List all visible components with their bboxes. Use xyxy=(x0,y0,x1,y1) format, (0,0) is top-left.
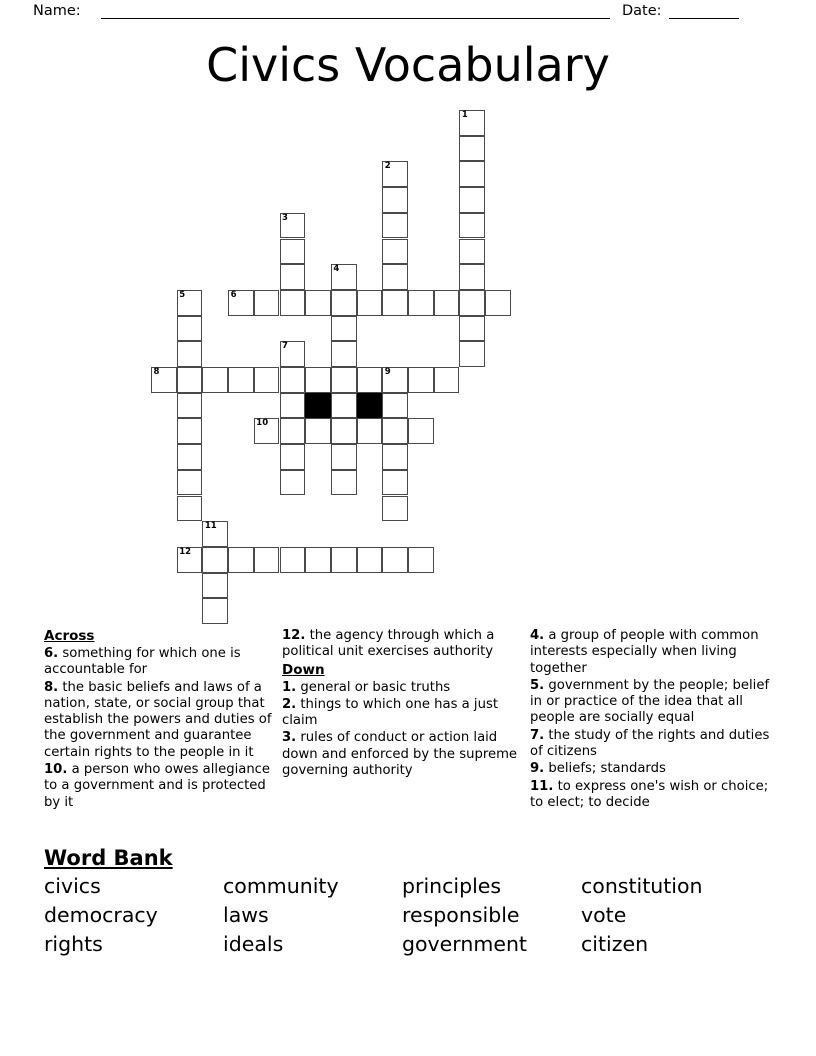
word-bank-word: responsible xyxy=(402,903,520,927)
grid-cell-number: 12 xyxy=(179,546,192,557)
grid-cell[interactable] xyxy=(280,290,306,316)
grid-cell[interactable] xyxy=(280,367,306,393)
clues-column-3 xyxy=(530,628,780,812)
clue-number: 4. xyxy=(530,628,545,643)
word-bank-word: community xyxy=(223,874,339,898)
clue-down-4 xyxy=(530,628,772,677)
grid-cell[interactable] xyxy=(382,213,408,239)
grid-cell[interactable] xyxy=(305,367,331,393)
grid-cell[interactable] xyxy=(357,367,383,393)
grid-cell[interactable] xyxy=(459,290,485,316)
clue-across-10 xyxy=(44,762,274,811)
page-title: Civics Vocabulary xyxy=(206,38,610,92)
grid-cell[interactable] xyxy=(177,367,203,393)
clue-number: 6. xyxy=(44,646,59,661)
grid-cell[interactable] xyxy=(382,418,408,444)
word-bank-word: vote xyxy=(581,903,627,927)
grid-cell-number: 7 xyxy=(282,341,288,352)
grid-cell[interactable] xyxy=(382,161,408,187)
word-bank-word: principles xyxy=(402,874,502,898)
grid-cell[interactable] xyxy=(382,367,408,393)
grid-cell[interactable] xyxy=(151,367,177,393)
grid-cell[interactable] xyxy=(331,290,357,316)
clue-number: 7. xyxy=(530,727,545,743)
grid-cell[interactable] xyxy=(382,264,408,290)
grid-cell[interactable] xyxy=(459,161,485,187)
grid-cell[interactable] xyxy=(228,290,254,316)
clue-down-7 xyxy=(530,728,772,761)
grid-cell[interactable] xyxy=(305,418,331,444)
clues-column-2 xyxy=(282,628,530,812)
grid-cell[interactable] xyxy=(202,598,228,624)
grid-cell[interactable] xyxy=(280,341,306,367)
grid-cell[interactable] xyxy=(177,418,203,444)
word-bank-row xyxy=(44,930,784,959)
word-bank-word: citizen xyxy=(581,932,649,956)
grid-cell[interactable] xyxy=(408,418,434,444)
grid-cell[interactable] xyxy=(459,264,485,290)
grid-cell[interactable] xyxy=(177,470,203,496)
grid-cell[interactable] xyxy=(202,573,228,599)
grid-cell[interactable] xyxy=(280,418,306,444)
clue-number: 5. xyxy=(530,677,545,693)
word-bank-heading: Word Bank xyxy=(44,846,173,870)
clue-across-8 xyxy=(44,680,274,761)
clue-across-6 xyxy=(44,646,274,679)
word-bank-word: civics xyxy=(44,874,101,898)
clue-number: 2. xyxy=(282,696,297,712)
grid-cell-number: 4 xyxy=(333,264,340,275)
grid-cell[interactable] xyxy=(382,187,408,213)
grid-cell[interactable] xyxy=(331,444,357,470)
word-bank xyxy=(44,872,784,959)
grid-cell[interactable] xyxy=(254,418,280,444)
clue-down-9 xyxy=(530,761,772,777)
clue-down-1 xyxy=(282,680,522,696)
grid-cell[interactable] xyxy=(357,547,383,573)
grid-cell[interactable] xyxy=(254,290,280,316)
word-bank-word: rights xyxy=(44,932,103,956)
grid-cell[interactable] xyxy=(331,367,357,393)
grid-cell-number: 10 xyxy=(256,418,269,429)
clue-number: 9. xyxy=(530,761,545,777)
grid-cell[interactable] xyxy=(305,547,331,573)
grid-cell-number: 2 xyxy=(384,161,391,172)
grid-cell[interactable] xyxy=(382,444,408,470)
clue-text: to express one's wish or choice; to elect; to decide xyxy=(530,778,769,810)
clue-text: general or basic truths xyxy=(300,679,451,695)
grid-cell[interactable] xyxy=(357,290,383,316)
grid-cell[interactable] xyxy=(459,316,485,342)
grid-cell[interactable] xyxy=(357,418,383,444)
grid-cell[interactable] xyxy=(280,264,306,290)
grid-cell[interactable] xyxy=(459,213,485,239)
grid-cell[interactable] xyxy=(177,496,203,522)
grid-cell[interactable] xyxy=(331,341,357,367)
worksheet-header xyxy=(0,0,816,26)
clue-text: something for which one is accountable for xyxy=(44,646,241,678)
clue-text: beliefs; standards xyxy=(548,761,666,777)
word-bank-row xyxy=(44,901,784,930)
grid-cell[interactable] xyxy=(228,367,254,393)
clue-text: a group of people with common interests especially when living together xyxy=(530,628,759,676)
clue-across-12 xyxy=(282,628,522,661)
word-bank-row xyxy=(44,872,784,901)
clue-down-11 xyxy=(530,779,772,812)
grid-cell[interactable] xyxy=(177,341,203,367)
grid-cell[interactable] xyxy=(177,316,203,342)
clue-number: 1. xyxy=(282,679,297,695)
name-label: Name: xyxy=(33,3,81,19)
word-bank-word: democracy xyxy=(44,903,158,927)
grid-cell[interactable] xyxy=(177,290,203,316)
grid-cell[interactable] xyxy=(434,290,460,316)
grid-cell-number: 9 xyxy=(384,367,391,377)
grid-cell-number: 5 xyxy=(179,289,186,300)
word-bank-word: government xyxy=(402,932,527,956)
grid-cell[interactable] xyxy=(280,213,306,239)
grid-cell[interactable] xyxy=(202,547,228,573)
grid-cell-number: 3 xyxy=(282,212,288,223)
grid-cell[interactable] xyxy=(331,418,357,444)
clue-text: the agency through which a political unit exercises authority xyxy=(282,628,495,660)
date-label: Date: xyxy=(622,3,662,19)
word-bank-word: constitution xyxy=(581,874,703,898)
clue-down-3 xyxy=(282,730,522,779)
clue-text: things to which one has a just claim xyxy=(282,696,498,729)
grid-cell[interactable] xyxy=(280,444,306,470)
clues-section xyxy=(44,628,780,812)
clue-down-2 xyxy=(282,697,522,730)
clue-number: 10. xyxy=(44,762,68,778)
grid-cell[interactable] xyxy=(382,393,408,419)
word-bank-word: ideals xyxy=(223,932,284,956)
clue-text: rules of conduct or action laid down and enforced by the supreme governing authority xyxy=(282,730,518,779)
grid-cell[interactable] xyxy=(459,239,485,265)
grid-cell[interactable] xyxy=(254,547,280,573)
grid-cell[interactable] xyxy=(459,136,485,162)
grid-cell[interactable] xyxy=(177,393,203,419)
name-write-line[interactable] xyxy=(101,18,610,19)
grid-cell[interactable] xyxy=(280,239,306,265)
grid-cell[interactable] xyxy=(280,393,306,419)
grid-cell[interactable] xyxy=(331,547,357,573)
grid-cell[interactable] xyxy=(382,239,408,265)
clue-number: 3. xyxy=(282,730,297,746)
across-heading: Across xyxy=(44,628,95,644)
grid-cell[interactable] xyxy=(228,547,254,573)
grid-cell[interactable] xyxy=(202,367,228,393)
grid-cell[interactable] xyxy=(305,290,331,316)
grid-cell[interactable] xyxy=(382,290,408,316)
grid-cell-number: 6 xyxy=(230,289,237,300)
grid-cell[interactable] xyxy=(434,367,460,393)
grid-cell[interactable] xyxy=(459,110,485,136)
grid-cell[interactable] xyxy=(382,496,408,522)
grid-cell[interactable] xyxy=(485,290,511,316)
grid-cell-blocked xyxy=(357,393,383,419)
clue-text: the basic beliefs and laws of a nation, state, or social group that establish the powers and duties of the government and guarantee certain rights to the people in it xyxy=(44,679,272,760)
grid-cell[interactable] xyxy=(280,470,306,496)
clue-text: government by the people; belief in or practice of the idea that all people are socially equal xyxy=(530,677,770,726)
clue-text: a person who owes allegiance to a government and is protected by it xyxy=(44,762,271,810)
down-heading: Down xyxy=(282,661,325,678)
grid-cell[interactable] xyxy=(280,547,306,573)
grid-cell[interactable] xyxy=(382,547,408,573)
grid-cell[interactable] xyxy=(331,470,357,496)
grid-cell[interactable] xyxy=(177,547,203,573)
grid-cell[interactable] xyxy=(382,470,408,496)
grid-cell[interactable] xyxy=(408,290,434,316)
grid-cell[interactable] xyxy=(202,521,228,547)
grid-cell-number: 11 xyxy=(204,521,217,532)
date-write-line[interactable] xyxy=(669,18,739,19)
grid-cell-number: 8 xyxy=(153,367,160,377)
clues-column-1 xyxy=(44,628,282,812)
grid-cell[interactable] xyxy=(177,444,203,470)
clue-number: 12. xyxy=(282,628,306,643)
grid-cell[interactable] xyxy=(408,367,434,393)
grid-cell[interactable] xyxy=(331,393,357,419)
grid-cell[interactable] xyxy=(331,316,357,342)
word-bank-word: laws xyxy=(223,903,269,927)
grid-cell[interactable] xyxy=(408,547,434,573)
grid-cell-blocked xyxy=(305,393,331,419)
clue-down-5 xyxy=(530,678,772,727)
grid-cell[interactable] xyxy=(459,341,485,367)
clue-number: 8. xyxy=(44,679,59,695)
grid-cell-number: 1 xyxy=(461,110,468,120)
clue-text: the study of the rights and duties of citizens xyxy=(530,727,770,760)
grid-cell[interactable] xyxy=(331,264,357,290)
clue-number: 11. xyxy=(530,778,554,794)
grid-cell[interactable] xyxy=(254,367,280,393)
grid-cell[interactable] xyxy=(459,187,485,213)
